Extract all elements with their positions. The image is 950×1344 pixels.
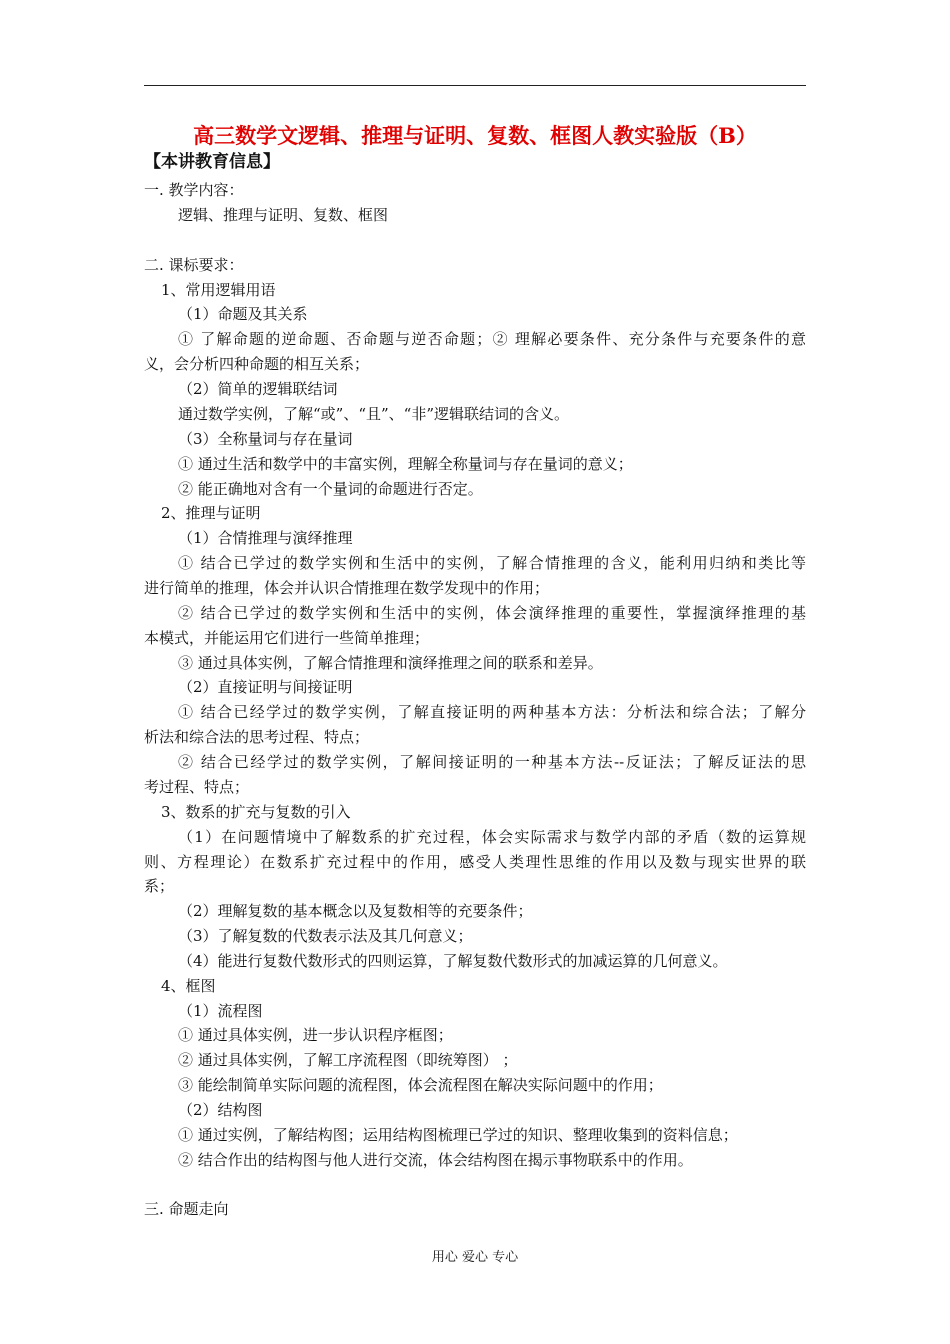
text-line: （4）能进行复数代数形式的四则运算，了解复数代数形式的加减运算的几何意义。 [178,952,728,970]
text-line: 系； [144,877,175,895]
text-line: 3、数系的扩充与复数的引入 [161,803,351,821]
text-line: ① 结合已学过的数学实例和生活中的实例，了解合情推理的含义，能利用归纳和类比等 [178,554,806,572]
text-line: 析法和综合法的思考过程、特点； [144,728,370,746]
text-line: （2）直接证明与间接证明 [178,678,353,696]
text-line: ② 结合作出的结构图与他人进行交流，体会结构图在揭示事物联系中的作用。 [178,1151,693,1169]
text-line: 1、常用逻辑用语 [161,281,276,299]
text-line: ② 结合已学过的数学实例和生活中的实例，体会演绎推理的重要性，掌握演绎推理的基 [178,604,806,622]
text-line: 三. 命题走向 [144,1200,229,1218]
text-line: ③ 通过具体实例，了解合情推理和演绎推理之间的联系和差异。 [178,654,603,672]
text-line: 通过数学实例，了解“或”、“且”、“非”逻辑联结词的含义。 [178,405,570,423]
text-line: ② 通过具体实例，了解工序流程图（即统筹图） ； [178,1051,518,1069]
text-line: （3）全称量词与存在量词 [178,430,353,448]
text-line: （2）理解复数的基本概念以及复数相等的充要条件； [178,902,533,920]
text-line: ① 通过实例，了解结构图；运用结构图梳理已学过的知识、整理收集到的资料信息； [178,1126,738,1144]
text-line: 一. 教学内容： [144,181,244,199]
text-line: 4、框图 [161,977,216,995]
text-line: ① 了解命题的逆命题、否命题与逆否命题；② 理解必要条件、充分条件与充要条件的意 [178,330,806,348]
text-line: 本模式，并能运用它们进行一些简单推理； [144,629,430,647]
text-line: （2）简单的逻辑联结词 [178,380,338,398]
text-line: ② 结合已经学过的数学实例，了解间接证明的一种基本方法--反证法；了解反证法的思 [178,753,806,771]
text-line: 则、方程理论）在数系扩充过程中的作用，感受人类理性思维的作用以及数与现实世界的联 [144,853,806,871]
text-line: 义，会分析四种命题的相互关系； [144,355,370,373]
text-line: ② 能正确地对含有一个量词的命题进行否定。 [178,480,483,498]
text-line: （1）合情推理与演绎推理 [178,529,353,547]
text-line: （1）在问题情境中了解数系的扩充过程，体会实际需求与数学内部的矛盾（数的运算规 [178,828,806,846]
header-rule [144,85,806,86]
text-line: （1）命题及其关系 [178,305,308,323]
text-line: 逻辑、推理与证明、复数、框图 [178,206,389,224]
text-line: （2）结构图 [178,1101,263,1119]
document-title: 高三数学文逻辑、推理与证明、复数、框图人教实验版（B） [193,123,757,148]
text-line: ① 通过生活和数学中的丰富实例，理解全称量词与存在量词的意义； [178,455,633,473]
text-line: 二. 课标要求： [144,256,244,274]
text-line: 进行简单的推理，体会并认识合情推理在数学发现中的作用； [144,579,550,597]
page-footer: 用心 爱心 专心 [431,1250,519,1265]
text-line: 考过程、特点； [144,778,250,796]
text-line: ① 结合已经学过的数学实例，了解直接证明的两种基本方法：分析法和综合法；了解分 [178,703,806,721]
text-line: （3）了解复数的代数表示法及其几何意义； [178,927,473,945]
text-line: ① 通过具体实例，进一步认识程序框图； [178,1026,453,1044]
text-line: ③ 能绘制简单实际问题的流程图，体会流程图在解决实际问题中的作用； [178,1076,663,1094]
section-heading: 【本讲教育信息】 [144,152,280,172]
text-line: 2、推理与证明 [161,504,261,522]
text-line: （1）流程图 [178,1002,263,1020]
